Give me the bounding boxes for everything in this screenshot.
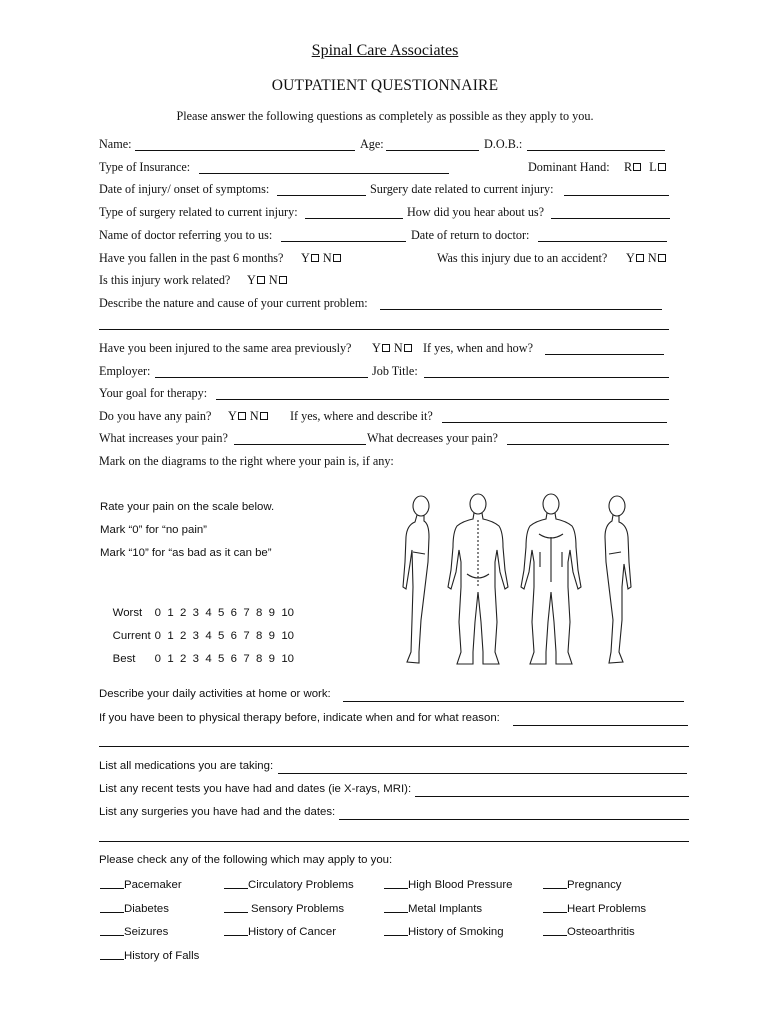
- current-label: Current: [112, 630, 151, 642]
- fallen-no-checkbox[interactable]: [333, 254, 341, 262]
- condition-label: History of Smoking: [408, 926, 504, 938]
- condition-history-of-falls[interactable]: [100, 948, 199, 962]
- row-daily: [99, 688, 671, 704]
- employer-label: Employer:: [99, 364, 151, 378]
- condition-blank[interactable]: [100, 948, 124, 960]
- condition-label: Seizures: [124, 926, 169, 938]
- row-tests: [99, 783, 691, 799]
- medications-field[interactable]: [278, 760, 687, 774]
- condition-label: Circulatory Problems: [248, 879, 354, 891]
- right-hand-checkbox[interactable]: [633, 163, 641, 171]
- pt-before-field[interactable]: [513, 712, 688, 726]
- current-scale[interactable]: 0 1 2 3 4 5 6 7 8 9 10: [154, 630, 294, 642]
- condition-blank[interactable]: [384, 924, 408, 936]
- row-fallen: [99, 251, 671, 267]
- condition-blank[interactable]: [384, 877, 408, 889]
- no-label: N: [647, 251, 657, 265]
- yes-label: Y: [626, 251, 635, 265]
- age-field[interactable]: [386, 137, 479, 151]
- body-front-figure[interactable]: [521, 494, 581, 664]
- if-yes-when-label: If yes, when and how?: [423, 341, 533, 355]
- body-back-figure[interactable]: [448, 494, 508, 664]
- surgery-date-field[interactable]: [564, 182, 669, 196]
- insurance-label: Type of Insurance:: [99, 160, 191, 174]
- right-label: R: [624, 160, 633, 174]
- age-label: Age:: [360, 137, 384, 151]
- no-label: N: [322, 251, 332, 265]
- condition-label: Pregnancy: [567, 879, 622, 891]
- row-surgeries: [99, 806, 691, 822]
- condition-blank[interactable]: [100, 901, 124, 913]
- condition-blank[interactable]: [224, 924, 248, 936]
- row-problem: [99, 296, 671, 312]
- row-medications: [99, 760, 691, 776]
- condition-label: Sensory Problems: [251, 903, 345, 915]
- yes-label: Y: [301, 251, 310, 265]
- condition-heart-problems[interactable]: [543, 901, 646, 915]
- fallen-options: [301, 251, 342, 266]
- pain-label: Do you have any pain?: [99, 409, 212, 423]
- row-employer: [99, 364, 671, 380]
- left-hand-checkbox[interactable]: [658, 163, 666, 171]
- condition-label: Heart Problems: [567, 903, 647, 915]
- left-label: L: [649, 160, 657, 174]
- tests-label: List any recent tests you have had and dates (ie X-rays, MRI):: [99, 783, 412, 795]
- no-label: N: [249, 409, 259, 423]
- injured-when-field[interactable]: [545, 341, 664, 355]
- condition-history-of-smoking[interactable]: [384, 924, 504, 938]
- work-no-checkbox[interactable]: [279, 276, 287, 284]
- condition-blank[interactable]: [224, 901, 248, 913]
- row-name: [99, 137, 671, 153]
- condition-metal-implants[interactable]: [384, 901, 482, 915]
- mark-diagrams-label: Mark on the diagrams to the right where your pain is, if any:: [99, 454, 394, 468]
- injured-yes-checkbox[interactable]: [382, 344, 390, 352]
- check-label: Please check any of the following which may apply to you:: [99, 854, 393, 866]
- row-injury-date: [99, 182, 671, 198]
- pain-yes-checkbox[interactable]: [238, 412, 246, 420]
- work-yes-checkbox[interactable]: [257, 276, 265, 284]
- name-label: Name:: [99, 137, 132, 151]
- surgery-date-label: Surgery date related to current injury:: [370, 182, 554, 196]
- injured-no-checkbox[interactable]: [404, 344, 412, 352]
- condition-label: Pacemaker: [124, 879, 182, 891]
- pt-before-label: If you have been to physical therapy before, indicate when and for what reason:: [99, 712, 500, 724]
- referring-doctor-label: Name of doctor referring you to us:: [99, 228, 273, 242]
- injury-date-label: Date of injury/ onset of symptoms:: [99, 182, 270, 196]
- yes-label: Y: [372, 341, 381, 355]
- row-check: [99, 854, 671, 870]
- hear-about-label: How did you hear about us?: [407, 205, 545, 219]
- accident-options: [626, 251, 667, 266]
- condition-high-blood-pressure[interactable]: [384, 877, 512, 891]
- no-label: N: [268, 273, 278, 287]
- describe-problem-label: Describe the nature and cause of your current problem:: [99, 296, 368, 310]
- daily-field[interactable]: [343, 688, 684, 702]
- accident-label: Was this injury due to an accident?: [437, 251, 608, 265]
- row-surgery-type: [99, 205, 671, 221]
- increases-field[interactable]: [234, 431, 366, 445]
- referring-doctor-field[interactable]: [281, 228, 406, 242]
- problem-field[interactable]: [380, 296, 662, 310]
- best-label: Best: [112, 653, 136, 665]
- condition-circulatory[interactable]: [224, 877, 354, 891]
- yes-label: Y: [228, 409, 237, 423]
- problem-field-continued[interactable]: [99, 316, 669, 330]
- condition-blank[interactable]: [224, 877, 248, 889]
- dominant-hand-label: Dominant Hand:: [528, 160, 610, 174]
- condition-diabetes[interactable]: [100, 901, 169, 915]
- condition-pacemaker[interactable]: [100, 877, 182, 891]
- body-diagrams[interactable]: [393, 492, 643, 672]
- tests-field[interactable]: [415, 783, 689, 797]
- row-goal: [99, 386, 671, 402]
- condition-sensory[interactable]: [224, 901, 344, 915]
- condition-osteoarthritis[interactable]: [543, 924, 635, 938]
- condition-blank[interactable]: [543, 924, 567, 936]
- rate-pain-text: Rate your pain on the scale below.: [100, 501, 275, 513]
- row-mark-diagrams: [99, 454, 671, 470]
- increases-label: What increases your pain?: [99, 431, 228, 445]
- row-increases: [99, 431, 671, 447]
- condition-label: Diabetes: [124, 903, 169, 915]
- condition-blank[interactable]: [100, 877, 124, 889]
- decreases-field[interactable]: [507, 431, 669, 445]
- row-work-related: [99, 273, 671, 289]
- condition-history-of-cancer[interactable]: [224, 924, 336, 938]
- surgeries-field[interactable]: [339, 806, 689, 820]
- row-pain: [99, 409, 671, 425]
- fallen-yes-checkbox[interactable]: [311, 254, 319, 262]
- daily-label: Describe your daily activities at home or work:: [99, 688, 331, 700]
- condition-label: High Blood Pressure: [408, 879, 513, 891]
- work-related-options: [247, 273, 288, 288]
- instructions: Please answer the following questions as completely as possible as they apply to you.: [176, 109, 594, 123]
- accident-yes-checkbox[interactable]: [636, 254, 644, 262]
- condition-label: Osteoarthritis: [567, 926, 635, 938]
- row-injured-before: [99, 341, 671, 357]
- injured-before-label: Have you been injured to the same area previously?: [99, 341, 352, 355]
- hand-options: [624, 160, 667, 175]
- row-doctor: [99, 228, 671, 244]
- condition-label: Metal Implants: [408, 903, 483, 915]
- worst-scale[interactable]: 0 1 2 3 4 5 6 7 8 9 10: [154, 607, 294, 619]
- return-date-label: Date of return to doctor:: [411, 228, 530, 242]
- worst-label: Worst: [112, 607, 143, 619]
- condition-blank[interactable]: [384, 901, 408, 913]
- yes-label: Y: [247, 273, 256, 287]
- best-scale-row: [100, 641, 294, 677]
- form-title: OUTPATIENT QUESTIONNAIRE: [271, 77, 499, 94]
- work-related-label: Is this injury work related?: [99, 273, 231, 287]
- mark-zero-text: Mark “0” for “no pain”: [100, 524, 207, 536]
- decreases-label: What decreases your pain?: [367, 431, 498, 445]
- condition-pregnancy[interactable]: [543, 877, 621, 891]
- condition-blank[interactable]: [543, 877, 567, 889]
- medications-label: List all medications you are taking:: [99, 760, 274, 772]
- insurance-field[interactable]: [199, 160, 449, 174]
- condition-blank[interactable]: [543, 901, 567, 913]
- employer-field[interactable]: [155, 364, 368, 378]
- condition-label: History of Falls: [124, 950, 200, 962]
- pain-where-field[interactable]: [442, 409, 667, 423]
- surgeries-field-continued[interactable]: [99, 828, 689, 842]
- hear-about-field[interactable]: [551, 205, 670, 219]
- name-field[interactable]: [135, 137, 355, 151]
- condition-blank[interactable]: [100, 924, 124, 936]
- row-pt-before: [99, 712, 691, 728]
- job-title-label: Job Title:: [372, 364, 418, 378]
- goal-field[interactable]: [216, 386, 669, 400]
- mark-ten-text: Mark “10” for “as bad as it can be”: [100, 547, 272, 559]
- dob-label: D.O.B.:: [484, 137, 523, 151]
- condition-label: History of Cancer: [248, 926, 336, 938]
- body-side-right-figure[interactable]: [605, 496, 631, 663]
- pain-options: [228, 409, 269, 424]
- injured-before-options: [372, 341, 413, 356]
- row-insurance: [99, 160, 671, 176]
- best-scale[interactable]: 0 1 2 3 4 5 6 7 8 9 10: [154, 653, 294, 665]
- pain-where-label: If yes, where and describe it?: [290, 409, 433, 423]
- pain-no-checkbox[interactable]: [260, 412, 268, 420]
- goal-label: Your goal for therapy:: [99, 386, 208, 400]
- body-side-left-figure[interactable]: [403, 496, 429, 663]
- surgeries-label: List any surgeries you have had and the dates:: [99, 806, 336, 818]
- fallen-label: Have you fallen in the past 6 months?: [99, 251, 284, 265]
- no-label: N: [393, 341, 403, 355]
- dob-field[interactable]: [527, 137, 665, 151]
- pt-before-field-continued[interactable]: [99, 733, 689, 747]
- surgery-type-field[interactable]: [305, 205, 403, 219]
- accident-no-checkbox[interactable]: [658, 254, 666, 262]
- company-name: Spinal Care Associates: [311, 42, 459, 59]
- job-title-field[interactable]: [424, 364, 669, 378]
- injury-date-field[interactable]: [277, 182, 366, 196]
- return-date-field[interactable]: [538, 228, 667, 242]
- surgery-type-label: Type of surgery related to current injury:: [99, 205, 298, 219]
- condition-seizures[interactable]: [100, 924, 168, 938]
